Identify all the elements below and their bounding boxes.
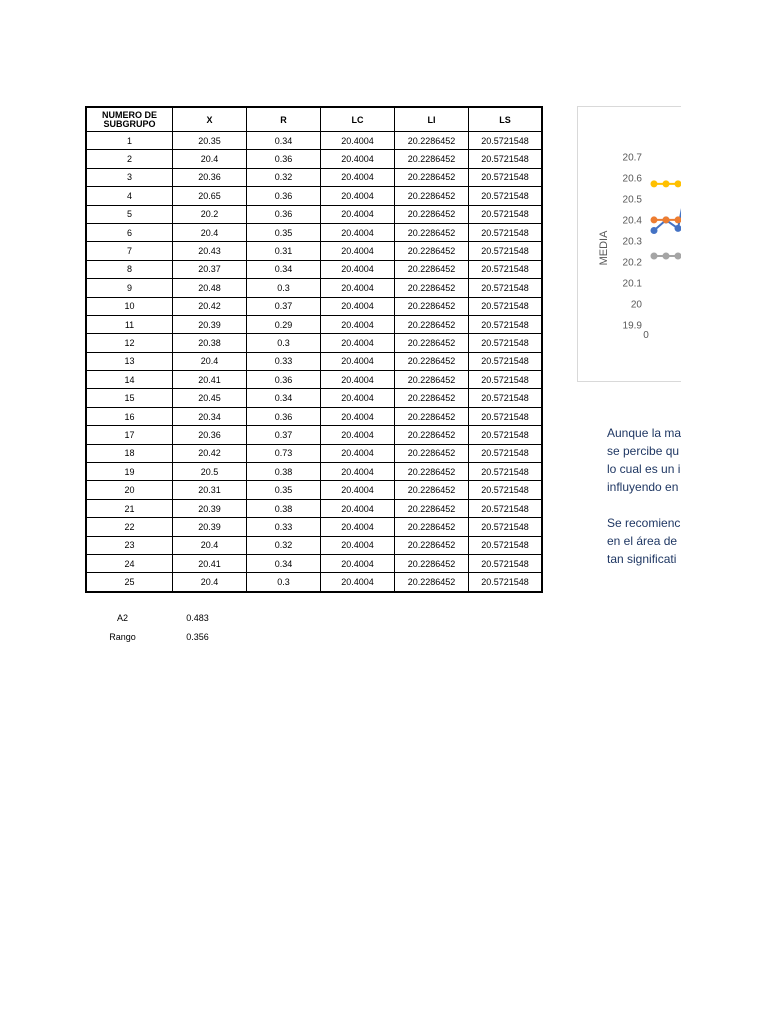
cell-subgrupo[interactable]: 7 <box>86 242 173 260</box>
cell-lc[interactable]: 20.4004 <box>321 389 395 407</box>
cell-lc[interactable]: 20.4004 <box>321 150 395 168</box>
cell-subgrupo[interactable]: 6 <box>86 223 173 241</box>
cell-x[interactable]: 20.2 <box>173 205 247 223</box>
cell-lc[interactable]: 20.4004 <box>321 518 395 536</box>
cell-ls[interactable]: 20.5721548 <box>469 554 543 572</box>
y-tick-label: 20.6 <box>622 173 642 185</box>
cell-ls[interactable]: 20.5721548 <box>469 168 543 186</box>
cell-lc[interactable]: 20.4004 <box>321 187 395 205</box>
table-row <box>86 389 542 407</box>
cell-lc[interactable]: 20.4004 <box>321 132 395 150</box>
table-row <box>86 407 542 425</box>
cell-subgrupo[interactable]: 11 <box>86 315 173 333</box>
cell-r[interactable]: 0.36 <box>247 407 321 425</box>
cell-li[interactable]: 20.2286452 <box>395 407 469 425</box>
cell-r[interactable]: 0.36 <box>247 150 321 168</box>
cell-lc[interactable]: 20.4004 <box>321 279 395 297</box>
cell-r[interactable]: 0.3 <box>247 334 321 352</box>
table-row <box>86 260 542 278</box>
data-point <box>651 227 658 234</box>
cell-x[interactable]: 20.31 <box>173 481 247 499</box>
cell-ls[interactable]: 20.5721548 <box>469 499 543 517</box>
cell-ls[interactable]: 20.5721548 <box>469 223 543 241</box>
table-row <box>86 205 542 223</box>
cell-subgrupo[interactable]: 20 <box>86 481 173 499</box>
table-row <box>86 518 542 536</box>
table-row <box>86 481 542 499</box>
cell-subgrupo[interactable]: 3 <box>86 168 173 186</box>
cell-subgrupo[interactable]: 1 <box>86 132 173 150</box>
cell-lc[interactable]: 20.4004 <box>321 463 395 481</box>
note-paragraph <box>607 514 681 568</box>
cell-lc[interactable]: 20.4004 <box>321 334 395 352</box>
data-point <box>675 180 682 187</box>
cell-li[interactable]: 20.2286452 <box>395 150 469 168</box>
note-line: influyendo en <box>607 480 679 494</box>
table-body <box>86 132 542 592</box>
constant-label[interactable]: Rango <box>109 632 136 642</box>
cell-x[interactable]: 20.37 <box>173 260 247 278</box>
cell-x[interactable]: 20.36 <box>173 426 247 444</box>
cell-x[interactable]: 20.4 <box>173 573 247 592</box>
cell-subgrupo[interactable]: 25 <box>86 573 173 592</box>
cell-x[interactable]: 20.41 <box>173 371 247 389</box>
header-subgrupo[interactable]: NUMERO DE SUBGRUPO <box>86 107 173 132</box>
header-x[interactable]: X <box>173 107 247 132</box>
note-line: tan significati <box>607 552 677 566</box>
table-row <box>86 242 542 260</box>
cell-lc[interactable]: 20.4004 <box>321 205 395 223</box>
header-lc[interactable]: LC <box>321 107 395 132</box>
cell-ls[interactable]: 20.5721548 <box>469 426 543 444</box>
cell-r[interactable]: 0.3 <box>247 573 321 592</box>
header-ls[interactable]: LS <box>469 107 543 132</box>
cell-lc[interactable]: 20.4004 <box>321 481 395 499</box>
cell-li[interactable]: 20.2286452 <box>395 554 469 572</box>
table-row <box>86 444 542 462</box>
table-row <box>86 371 542 389</box>
table-row <box>86 279 542 297</box>
cell-li[interactable]: 20.2286452 <box>395 518 469 536</box>
cell-li[interactable]: 20.2286452 <box>395 132 469 150</box>
cell-li[interactable]: 20.2286452 <box>395 352 469 370</box>
line-chart <box>578 107 681 381</box>
cell-subgrupo[interactable]: 16 <box>86 407 173 425</box>
notes-panel <box>607 424 681 584</box>
cell-r[interactable]: 0.37 <box>247 426 321 444</box>
cell-subgrupo[interactable]: 8 <box>86 260 173 278</box>
table-row <box>86 132 542 150</box>
cell-ls[interactable]: 20.5721548 <box>469 518 543 536</box>
note-line: Aunque la ma <box>607 426 681 440</box>
cell-r[interactable]: 0.73 <box>247 444 321 462</box>
cell-subgrupo[interactable]: 17 <box>86 426 173 444</box>
cell-x[interactable]: 20.39 <box>173 499 247 517</box>
cell-x[interactable]: 20.34 <box>173 407 247 425</box>
cell-r[interactable]: 0.35 <box>247 223 321 241</box>
cell-x[interactable]: 20.4 <box>173 223 247 241</box>
cell-ls[interactable]: 20.5721548 <box>469 279 543 297</box>
cell-li[interactable]: 20.2286452 <box>395 444 469 462</box>
note-line: en el área de <box>607 534 678 548</box>
cell-lc[interactable]: 20.4004 <box>321 573 395 592</box>
cell-r[interactable]: 0.29 <box>247 315 321 333</box>
y-tick-label: 20.4 <box>622 215 642 227</box>
cell-subgrupo[interactable]: 13 <box>86 352 173 370</box>
cell-r[interactable]: 0.32 <box>247 536 321 554</box>
cell-r[interactable]: 0.31 <box>247 242 321 260</box>
y-tick-label: 20.3 <box>622 236 642 248</box>
chart-area[interactable] <box>577 106 681 382</box>
cell-ls[interactable]: 20.5721548 <box>469 260 543 278</box>
cell-r[interactable]: 0.36 <box>247 187 321 205</box>
table-row <box>86 426 542 444</box>
cell-li[interactable]: 20.2286452 <box>395 279 469 297</box>
cell-li[interactable]: 20.2286452 <box>395 426 469 444</box>
cell-lc[interactable]: 20.4004 <box>321 499 395 517</box>
cell-lc[interactable]: 20.4004 <box>321 260 395 278</box>
note-line: lo cual es un i <box>607 462 681 476</box>
data-point <box>651 252 658 259</box>
cell-li[interactable]: 20.2286452 <box>395 187 469 205</box>
y-tick-label: 20.5 <box>622 194 642 206</box>
y-tick-label: 20.1 <box>622 278 642 290</box>
cell-x[interactable]: 20.42 <box>173 444 247 462</box>
cell-x[interactable]: 20.41 <box>173 554 247 572</box>
cell-lc[interactable]: 20.4004 <box>321 297 395 315</box>
cell-x[interactable]: 20.42 <box>173 297 247 315</box>
cell-subgrupo[interactable]: 21 <box>86 499 173 517</box>
cell-lc[interactable]: 20.4004 <box>321 407 395 425</box>
cell-ls[interactable]: 20.5721548 <box>469 463 543 481</box>
chart-container[interactable] <box>577 106 681 382</box>
cell-x[interactable]: 20.39 <box>173 315 247 333</box>
cell-subgrupo[interactable]: 12 <box>86 334 173 352</box>
cell-li[interactable]: 20.2286452 <box>395 205 469 223</box>
table-row <box>86 150 542 168</box>
cell-lc[interactable]: 20.4004 <box>321 536 395 554</box>
data-point <box>651 180 658 187</box>
cell-subgrupo[interactable]: 23 <box>86 536 173 554</box>
cell-ls[interactable]: 20.5721548 <box>469 150 543 168</box>
cell-x[interactable]: 20.38 <box>173 334 247 352</box>
cell-x[interactable]: 20.48 <box>173 279 247 297</box>
data-point <box>675 216 682 223</box>
data-table <box>85 106 543 593</box>
constant-value[interactable]: 0.356 <box>186 632 209 642</box>
y-tick-label: 20 <box>630 299 642 311</box>
note-line: se percibe qu <box>607 444 680 458</box>
cell-subgrupo[interactable]: 22 <box>86 518 173 536</box>
cell-li[interactable]: 20.2286452 <box>395 315 469 333</box>
cell-ls[interactable]: 20.5721548 <box>469 132 543 150</box>
table-row <box>86 573 542 592</box>
cell-li[interactable]: 20.2286452 <box>395 260 469 278</box>
table-row <box>86 463 542 481</box>
cell-r[interactable]: 0.36 <box>247 205 321 223</box>
cell-subgrupo[interactable]: 2 <box>86 150 173 168</box>
table-header-row <box>86 107 542 132</box>
table-row <box>86 554 542 572</box>
cell-r[interactable]: 0.38 <box>247 499 321 517</box>
cell-x[interactable]: 20.45 <box>173 389 247 407</box>
cell-x[interactable]: 20.5 <box>173 463 247 481</box>
cell-li[interactable]: 20.2286452 <box>395 371 469 389</box>
data-point <box>663 216 670 223</box>
cell-ls[interactable]: 20.5721548 <box>469 334 543 352</box>
cell-li[interactable]: 20.2286452 <box>395 334 469 352</box>
cell-ls[interactable]: 20.5721548 <box>469 371 543 389</box>
note-paragraph <box>607 424 681 496</box>
table-row <box>86 352 542 370</box>
cell-r[interactable]: 0.37 <box>247 297 321 315</box>
cell-r[interactable]: 0.34 <box>247 132 321 150</box>
data-point <box>675 252 682 259</box>
cell-li[interactable]: 20.2286452 <box>395 242 469 260</box>
table-row <box>86 168 542 186</box>
cell-li[interactable]: 20.2286452 <box>395 223 469 241</box>
table-row <box>86 315 542 333</box>
table-row <box>86 536 542 554</box>
y-tick-label: 20.7 <box>622 152 642 164</box>
data-point <box>651 216 658 223</box>
cell-lc[interactable]: 20.4004 <box>321 242 395 260</box>
cell-x[interactable]: 20.43 <box>173 242 247 260</box>
cell-ls[interactable]: 20.5721548 <box>469 352 543 370</box>
cell-r[interactable]: 0.38 <box>247 463 321 481</box>
cell-ls[interactable]: 20.5721548 <box>469 187 543 205</box>
cell-r[interactable]: 0.32 <box>247 168 321 186</box>
cell-r[interactable]: 0.33 <box>247 518 321 536</box>
cell-subgrupo[interactable]: 18 <box>86 444 173 462</box>
cell-subgrupo[interactable]: 15 <box>86 389 173 407</box>
header-r[interactable]: R <box>247 107 321 132</box>
cell-li[interactable]: 20.2286452 <box>395 536 469 554</box>
cell-r[interactable]: 0.33 <box>247 352 321 370</box>
cell-ls[interactable]: 20.5721548 <box>469 407 543 425</box>
cell-x[interactable]: 20.35 <box>173 132 247 150</box>
cell-subgrupo[interactable]: 10 <box>86 297 173 315</box>
cell-ls[interactable]: 20.5721548 <box>469 389 543 407</box>
table-row <box>86 297 542 315</box>
cell-lc[interactable]: 20.4004 <box>321 426 395 444</box>
cell-lc[interactable]: 20.4004 <box>321 352 395 370</box>
cell-li[interactable]: 20.2286452 <box>395 481 469 499</box>
cell-ls[interactable]: 20.5721548 <box>469 573 543 592</box>
cell-ls[interactable]: 20.5721548 <box>469 444 543 462</box>
data-point <box>663 180 670 187</box>
y-axis-label: MEDIA <box>598 230 610 266</box>
cell-li[interactable]: 20.2286452 <box>395 573 469 592</box>
cell-subgrupo[interactable]: 14 <box>86 371 173 389</box>
cell-ls[interactable]: 20.5721548 <box>469 315 543 333</box>
cell-lc[interactable]: 20.4004 <box>321 315 395 333</box>
cell-x[interactable]: 20.4 <box>173 150 247 168</box>
cell-lc[interactable]: 20.4004 <box>321 444 395 462</box>
constant-label[interactable]: A2 <box>116 613 128 623</box>
cell-ls[interactable]: 20.5721548 <box>469 242 543 260</box>
cell-x[interactable]: 20.39 <box>173 518 247 536</box>
data-point <box>663 252 670 259</box>
y-tick-label: 19.9 <box>622 320 642 332</box>
cell-li[interactable]: 20.2286452 <box>395 463 469 481</box>
cell-lc[interactable]: 20.4004 <box>321 223 395 241</box>
cell-lc[interactable]: 20.4004 <box>321 554 395 572</box>
cell-r[interactable]: 0.36 <box>247 371 321 389</box>
cell-ls[interactable]: 20.5721548 <box>469 536 543 554</box>
cell-r[interactable]: 0.35 <box>247 481 321 499</box>
cell-lc[interactable]: 20.4004 <box>321 371 395 389</box>
table-row <box>86 187 542 205</box>
header-li[interactable]: LI <box>395 107 469 132</box>
table-row <box>86 499 542 517</box>
constant-value[interactable]: 0.483 <box>186 613 209 623</box>
cell-r[interactable]: 0.34 <box>247 554 321 572</box>
cell-x[interactable]: 20.36 <box>173 168 247 186</box>
cell-ls[interactable]: 20.5721548 <box>469 481 543 499</box>
cell-x[interactable]: 20.65 <box>173 187 247 205</box>
cell-r[interactable]: 0.3 <box>247 279 321 297</box>
cell-subgrupo[interactable]: 5 <box>86 205 173 223</box>
cell-ls[interactable]: 20.5721548 <box>469 205 543 223</box>
cell-subgrupo[interactable]: 9 <box>86 279 173 297</box>
notes-text <box>607 424 681 568</box>
cell-li[interactable]: 20.2286452 <box>395 297 469 315</box>
cell-r[interactable]: 0.34 <box>247 260 321 278</box>
cell-ls[interactable]: 20.5721548 <box>469 297 543 315</box>
cell-lc[interactable]: 20.4004 <box>321 168 395 186</box>
cell-li[interactable]: 20.2286452 <box>395 389 469 407</box>
cell-subgrupo[interactable]: 24 <box>86 554 173 572</box>
y-tick-label: 20.2 <box>622 257 642 269</box>
cell-x[interactable]: 20.4 <box>173 352 247 370</box>
x-tick-label: 0 <box>643 330 649 341</box>
table-row <box>86 334 542 352</box>
note-line: Se recomienc <box>607 516 681 530</box>
table-row <box>86 223 542 241</box>
cell-x[interactable]: 20.4 <box>173 536 247 554</box>
cell-subgrupo[interactable]: 19 <box>86 463 173 481</box>
cell-r[interactable]: 0.34 <box>247 389 321 407</box>
cell-subgrupo[interactable]: 4 <box>86 187 173 205</box>
cell-li[interactable]: 20.2286452 <box>395 499 469 517</box>
cell-li[interactable]: 20.2286452 <box>395 168 469 186</box>
